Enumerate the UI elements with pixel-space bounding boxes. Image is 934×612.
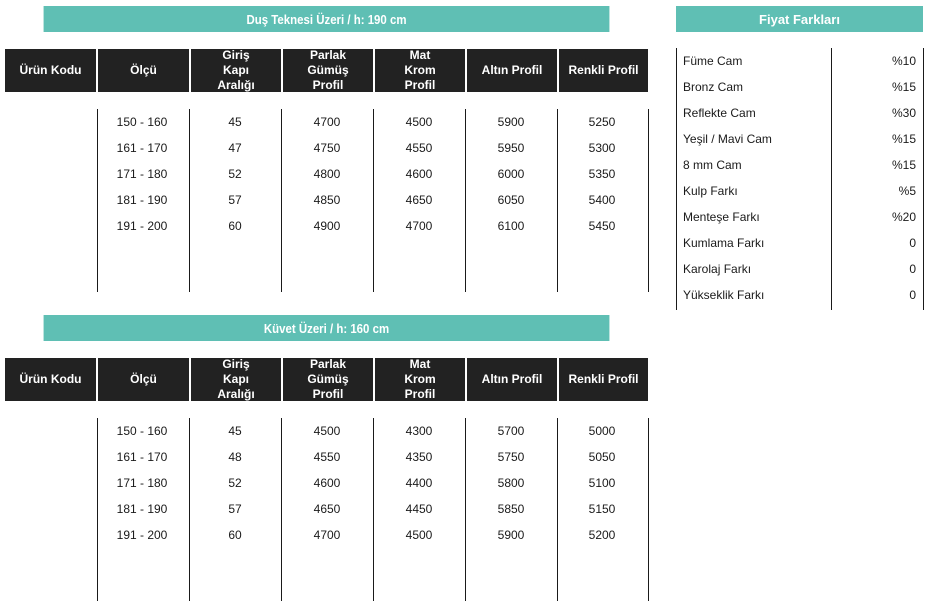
cell-parlak: 4800 (313, 167, 341, 181)
column-divider (465, 418, 466, 601)
cell-olcu: 161 - 170 (116, 450, 168, 464)
cell-altin: 6100 (497, 219, 525, 233)
cell-mat: 4300 (405, 424, 433, 438)
cell-mat: 4450 (405, 502, 433, 516)
column-divider (648, 418, 649, 601)
cell-mat: 4500 (405, 115, 433, 129)
cell-parlak: 4750 (313, 141, 341, 155)
cell-mat: 4650 (405, 193, 433, 207)
fiyat-item-name: Menteşe Farkı (683, 210, 760, 224)
list-item (676, 48, 924, 74)
cell-renkli: 5450 (588, 219, 616, 233)
col-header-altin: Altın Profil (465, 358, 557, 401)
cell-parlak: 4500 (313, 424, 341, 438)
fiyat-item-value: %30 (891, 106, 916, 120)
col-header-mat: Mat Krom Profil (373, 358, 465, 401)
cell-olcu: 171 - 180 (116, 476, 168, 490)
list-item (676, 230, 924, 256)
list-item (676, 178, 924, 204)
cell-olcu: 181 - 190 (116, 193, 168, 207)
column-divider (189, 418, 190, 601)
cell-altin: 6050 (497, 193, 525, 207)
fiyat-item-name: Yeşil / Mavi Cam (683, 132, 772, 146)
cell-olcu: 191 - 200 (116, 219, 168, 233)
cell-renkli: 5400 (588, 193, 616, 207)
cell-renkli: 5050 (588, 450, 616, 464)
cell-altin: 5850 (497, 502, 525, 516)
col-header-renkli: Renkli Profil (557, 358, 648, 401)
fiyat-item-name: Kumlama Farkı (683, 236, 765, 250)
fiyat-farklari-title-band (676, 6, 923, 32)
table-1-title: Duş Teknesi Üzeri / h: 190 cm (246, 11, 407, 27)
list-item (676, 204, 924, 230)
fiyat-item-name: Karolaj Farkı (683, 262, 752, 276)
cell-altin: 5800 (497, 476, 525, 490)
column-divider (281, 109, 282, 292)
fiyat-item-value: %20 (891, 210, 916, 224)
cell-giris: 52 (228, 476, 242, 490)
cell-mat: 4600 (405, 167, 433, 181)
col-header-parlak: Parlak Gümüş Profil (281, 49, 373, 92)
col-header-olcu: Ölçü (96, 49, 189, 92)
cell-giris: 60 (228, 219, 242, 233)
fiyat-item-name: Reflekte Cam (683, 106, 756, 120)
column-divider (557, 109, 558, 292)
cell-parlak: 4550 (313, 450, 341, 464)
cell-altin: 5900 (497, 115, 525, 129)
fiyat-item-value: 0 (909, 262, 916, 276)
column-divider (648, 109, 649, 292)
cell-renkli: 5100 (588, 476, 616, 490)
col-header-parlak: Parlak Gümüş Profil (281, 358, 373, 401)
fiyat-farklari-title: Fiyat Farkları (759, 11, 840, 27)
cell-mat: 4550 (405, 141, 433, 155)
cell-parlak: 4900 (313, 219, 341, 233)
cell-mat: 4350 (405, 450, 433, 464)
cell-mat: 4400 (405, 476, 433, 490)
cell-parlak: 4700 (313, 115, 341, 129)
cell-parlak: 4650 (313, 502, 341, 516)
column-divider (97, 418, 98, 601)
fiyat-item-value: %10 (891, 54, 916, 68)
col-header-urun-kodu: Ürün Kodu (19, 372, 82, 386)
col-header-urun-kodu: Ürün Kodu (19, 63, 82, 77)
cell-renkli: 5300 (588, 141, 616, 155)
col-header-olcu: Ölçü (96, 358, 189, 401)
table-2-title-band (44, 315, 610, 341)
column-divider (189, 109, 190, 292)
column-divider (281, 418, 282, 601)
cell-olcu: 171 - 180 (116, 167, 168, 181)
fiyat-item-value: %15 (891, 80, 916, 94)
fiyat-item-name: Füme Cam (683, 54, 743, 68)
cell-renkli: 5200 (588, 528, 616, 542)
col-header-altin: Altın Profil (465, 49, 557, 92)
fiyat-item-value: %5 (898, 184, 916, 198)
list-item (676, 100, 924, 126)
cell-olcu: 150 - 160 (116, 115, 168, 129)
cell-mat: 4700 (405, 219, 433, 233)
column-divider (465, 109, 466, 292)
cell-altin: 6000 (497, 167, 525, 181)
cell-giris: 52 (228, 167, 242, 181)
cell-altin: 5950 (497, 141, 525, 155)
list-item (676, 126, 924, 152)
cell-olcu: 150 - 160 (116, 424, 168, 438)
list-item (676, 256, 924, 282)
col-header-giris: Giriş Kapı Aralığı (189, 358, 281, 401)
fiyat-item-value: %15 (891, 132, 916, 146)
fiyat-item-value: 0 (909, 288, 916, 302)
list-item (676, 74, 924, 100)
fiyat-item-value: 0 (909, 236, 916, 250)
list-item (676, 282, 924, 308)
cell-olcu: 161 - 170 (116, 141, 168, 155)
cell-altin: 5750 (497, 450, 525, 464)
cell-altin: 5900 (497, 528, 525, 542)
cell-renkli: 5150 (588, 502, 616, 516)
cell-parlak: 4850 (313, 193, 341, 207)
cell-giris: 45 (228, 115, 242, 129)
cell-renkli: 5000 (588, 424, 616, 438)
fiyat-item-value: %15 (891, 158, 916, 172)
column-divider (557, 418, 558, 601)
cell-giris: 48 (228, 450, 242, 464)
cell-giris: 47 (228, 141, 242, 155)
cell-mat: 4500 (405, 528, 433, 542)
cell-parlak: 4700 (313, 528, 341, 542)
fiyat-item-name: Yükseklik Farkı (683, 288, 765, 302)
fiyat-item-name: Kulp Farkı (683, 184, 738, 198)
cell-olcu: 181 - 190 (116, 502, 168, 516)
col-header-mat: Mat Krom Profil (373, 49, 465, 92)
list-item (676, 152, 924, 178)
table-2-title: Küvet Üzeri / h: 160 cm (263, 320, 390, 336)
fiyat-item-name: 8 mm Cam (683, 158, 742, 172)
cell-altin: 5700 (497, 424, 525, 438)
fiyat-item-name: Bronz Cam (683, 80, 744, 94)
cell-renkli: 5250 (588, 115, 616, 129)
cell-giris: 57 (228, 193, 242, 207)
cell-giris: 45 (228, 424, 242, 438)
column-divider (97, 109, 98, 292)
cell-giris: 57 (228, 502, 242, 516)
col-header-giris: Giriş Kapı Aralığı (189, 49, 281, 92)
col-header-renkli: Renkli Profil (557, 49, 648, 92)
column-divider (373, 418, 374, 601)
column-divider (373, 109, 374, 292)
table-1-title-band (44, 6, 610, 32)
cell-parlak: 4600 (313, 476, 341, 490)
cell-giris: 60 (228, 528, 242, 542)
cell-renkli: 5350 (588, 167, 616, 181)
table-1-header (5, 49, 648, 92)
table-2-header (5, 358, 648, 401)
cell-olcu: 191 - 200 (116, 528, 168, 542)
